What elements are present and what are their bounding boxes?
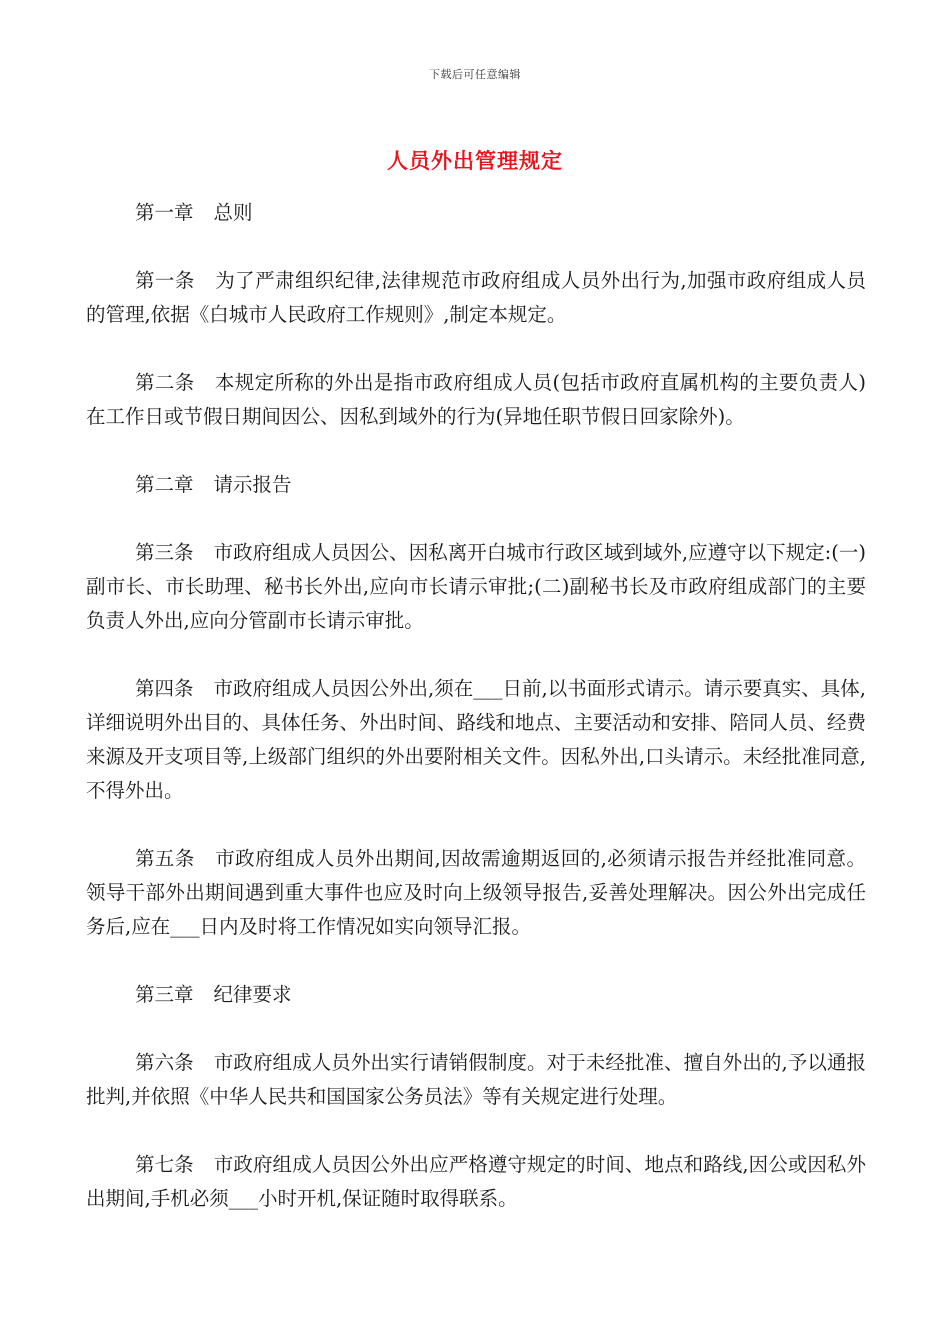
article-text: 市政府组成人员因公外出应严格遵守规定的时间、地点和路线,因公或因私外出期间,手机必须___小时开机,保证随时取得联系。 bbox=[86, 1153, 866, 1210]
article-3 bbox=[86, 536, 866, 638]
article-5 bbox=[86, 842, 866, 944]
chapter-title: 纪律要求 bbox=[213, 983, 292, 1006]
chapter-label: 第二章 bbox=[135, 473, 194, 496]
article-label: 第四条 bbox=[135, 677, 194, 700]
document-body bbox=[86, 196, 866, 1250]
article-text: 市政府组成人员因公外出,须在___日前,以书面形式请示。请示要真实、具体,详细说明外出目的、具体任务、外出时间、路线和地点、主要活动和安排、陪同人员、经费来源及开支项目等,上级部门组织的外出要附相关文件。因私外出,口头请示。未经批准同意,不得外出。 bbox=[86, 677, 867, 802]
article-text: 本规定所称的外出是指市政府组成人员(包括市政府直属机构的主要负责人)在工作日或节假日期间因公、因私到域外的行为(异地任职节假日回家除外)。 bbox=[86, 371, 866, 428]
chapter-heading-2 bbox=[86, 468, 866, 502]
article-text: 市政府组成人员外出实行请销假制度。对于未经批准、擅自外出的,予以通报批判,并依照《中华人民共和国国家公务员法》等有关规定进行处理。 bbox=[86, 1051, 866, 1108]
chapter-heading-3 bbox=[86, 978, 866, 1012]
article-label: 第三条 bbox=[135, 541, 194, 564]
article-7 bbox=[86, 1148, 866, 1216]
article-4 bbox=[86, 672, 866, 808]
article-label: 第一条 bbox=[135, 269, 195, 292]
chapter-heading-1 bbox=[86, 196, 866, 230]
article-label: 第七条 bbox=[135, 1153, 194, 1176]
chapter-title: 请示报告 bbox=[213, 473, 292, 496]
article-label: 第五条 bbox=[135, 847, 195, 870]
article-text: 市政府组成人员因公、因私离开白城市行政区域到域外,应遵守以下规定:(一)副市长、市长助理、秘书长外出,应向市长请示审批;(二)副秘书长及市政府组成部门的主要负责人外出,应向分管副市长请示审批。 bbox=[86, 541, 866, 632]
article-text: 为了严肃组织纪律,法律规范市政府组成人员外出行为,加强市政府组成人员的管理,依据《白城市人民政府工作规则》,制定本规定。 bbox=[86, 269, 866, 326]
article-label: 第六条 bbox=[135, 1051, 194, 1074]
chapter-label: 第一章 bbox=[135, 201, 194, 224]
chapter-title: 总则 bbox=[213, 201, 253, 224]
article-6 bbox=[86, 1046, 866, 1114]
document-title: 人员外出管理规定 bbox=[387, 148, 563, 173]
article-1 bbox=[86, 264, 866, 332]
article-label: 第二条 bbox=[135, 371, 195, 394]
chapter-label: 第三章 bbox=[135, 983, 194, 1006]
article-2 bbox=[86, 366, 866, 434]
page-header-note: 下载后可任意编辑 bbox=[429, 68, 521, 81]
article-text: 市政府组成人员外出期间,因故需逾期返回的,必须请示报告并经批准同意。领导干部外出期间遇到重大事件也应及时向上级领导报告,妥善处理解决。因公外出完成任务后,应在___日内及时将工作情况如实向领导汇报。 bbox=[86, 847, 866, 938]
